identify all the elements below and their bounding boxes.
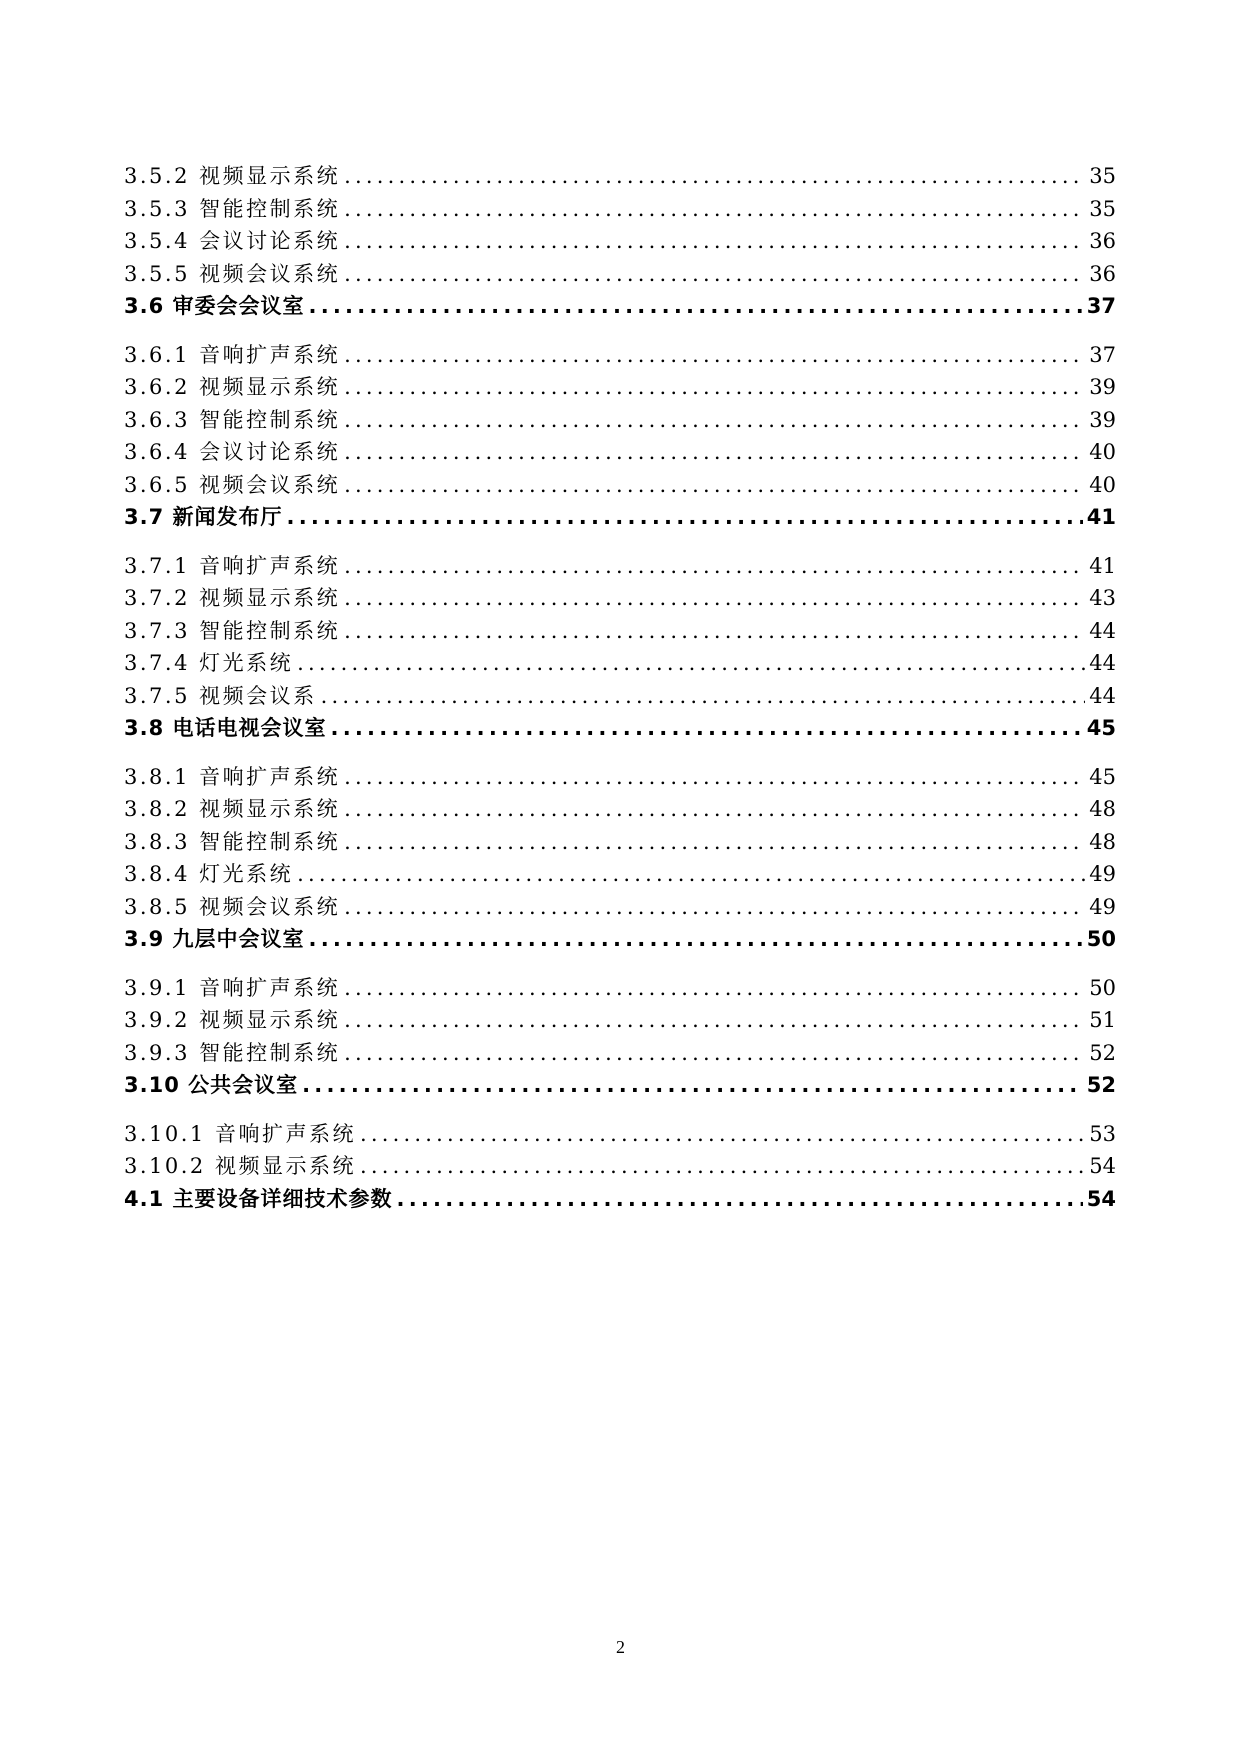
toc-dot-leader <box>309 290 1083 323</box>
toc-entry-title: 3.8.5 视频会议系统 <box>124 894 341 919</box>
toc-entry-title: 3.5.5 视频会议系统 <box>124 261 341 286</box>
toc-subsection-entry[interactable] <box>124 615 1116 648</box>
toc-dot-leader <box>297 858 1085 891</box>
toc-subsection-entry[interactable] <box>124 160 1116 193</box>
toc-subsection-entry[interactable] <box>124 1150 1116 1183</box>
toc-dot-leader <box>309 923 1083 956</box>
toc-subsection-entry[interactable] <box>124 225 1116 258</box>
toc-subsection-entry[interactable] <box>124 891 1116 924</box>
toc-dot-leader <box>344 404 1085 437</box>
toc-entry-title: 3.9.3 智能控制系统 <box>124 1040 341 1065</box>
toc-entry-title: 3.6.3 智能控制系统 <box>124 407 341 432</box>
toc-section-entry[interactable] <box>124 290 1116 323</box>
toc-entry-title: 3.9 九层中会议室 <box>124 927 305 951</box>
toc-entry-title: 3.8.4 灯光系统 <box>124 862 294 886</box>
toc-entry-title: 3.8 电话电视会议室 <box>124 716 327 740</box>
toc-dot-leader <box>344 972 1085 1005</box>
toc-entry-page: 54 <box>1089 1154 1116 1178</box>
toc-entry-page: 45 <box>1086 716 1116 740</box>
toc-subsection-entry[interactable] <box>124 858 1116 891</box>
toc-dot-leader <box>344 826 1085 859</box>
toc-entry-page: 36 <box>1089 229 1116 253</box>
toc-entry-page: 39 <box>1089 375 1116 399</box>
toc-entry-title: 3.10.1 音响扩声系统 <box>124 1121 356 1146</box>
toc-entry-page: 44 <box>1089 683 1116 708</box>
toc-section-entry[interactable] <box>124 1069 1116 1102</box>
toc-entry-page: 37 <box>1089 342 1116 367</box>
toc-section-entry[interactable] <box>124 712 1116 745</box>
page-number: 2 <box>616 1637 625 1657</box>
toc-entry-page: 48 <box>1089 829 1116 854</box>
toc-subsection-entry[interactable] <box>124 550 1116 583</box>
table-of-contents <box>124 160 1116 1215</box>
toc-dot-leader <box>344 160 1085 193</box>
toc-entry-page: 41 <box>1086 505 1116 529</box>
toc-subsection-entry[interactable] <box>124 826 1116 859</box>
toc-subsection-entry[interactable] <box>124 972 1116 1005</box>
toc-subsection-entry[interactable] <box>124 647 1116 680</box>
toc-dot-leader <box>344 193 1085 226</box>
toc-dot-leader <box>344 1004 1085 1037</box>
toc-dot-leader <box>344 891 1085 924</box>
toc-entry-page: 40 <box>1089 440 1116 464</box>
toc-entry-title: 3.6.5 视频会议系统 <box>124 472 341 497</box>
toc-entry-page: 53 <box>1089 1121 1116 1146</box>
toc-entry-page: 51 <box>1089 1008 1116 1032</box>
toc-entry-page: 50 <box>1086 927 1116 951</box>
toc-entry-title: 3.6.2 视频显示系统 <box>124 375 341 399</box>
toc-entry-title: 3.6 审委会会议室 <box>124 294 305 318</box>
toc-subsection-entry[interactable] <box>124 582 1116 615</box>
toc-subsection-entry[interactable] <box>124 339 1116 372</box>
toc-dot-leader <box>344 582 1085 615</box>
toc-entry-page: 35 <box>1089 196 1116 221</box>
toc-entry-page: 45 <box>1089 764 1116 789</box>
toc-dot-leader <box>287 501 1083 534</box>
toc-subsection-entry[interactable] <box>124 469 1116 502</box>
toc-entry-title: 3.6.4 会议讨论系统 <box>124 440 341 464</box>
toc-entry-page: 50 <box>1089 975 1116 1000</box>
toc-dot-leader <box>344 436 1085 469</box>
toc-entry-page: 52 <box>1086 1073 1116 1097</box>
toc-entry-title: 3.5.2 视频显示系统 <box>124 164 341 188</box>
toc-subsection-entry[interactable] <box>124 680 1116 713</box>
toc-entry-title: 4.1 主要设备详细技术参数 <box>124 1186 393 1211</box>
toc-dot-leader <box>344 339 1085 372</box>
toc-subsection-entry[interactable] <box>124 761 1116 794</box>
toc-entry-page: 35 <box>1089 164 1116 188</box>
toc-dot-leader <box>344 761 1085 794</box>
toc-dot-leader <box>344 550 1085 583</box>
toc-dot-leader <box>360 1118 1085 1151</box>
toc-dot-leader <box>344 469 1085 502</box>
toc-dot-leader <box>344 793 1085 826</box>
toc-dot-leader <box>297 647 1085 680</box>
toc-subsection-entry[interactable] <box>124 404 1116 437</box>
toc-entry-page: 52 <box>1089 1040 1116 1065</box>
toc-dot-leader <box>344 1037 1085 1070</box>
toc-dot-leader <box>360 1150 1085 1183</box>
toc-subsection-entry[interactable] <box>124 1118 1116 1151</box>
toc-subsection-entry[interactable] <box>124 371 1116 404</box>
toc-entry-page: 43 <box>1089 586 1116 610</box>
toc-entry-title: 3.8.1 音响扩声系统 <box>124 764 341 789</box>
toc-entry-page: 40 <box>1089 472 1116 497</box>
toc-entry-page: 48 <box>1089 797 1116 821</box>
toc-entry-title: 3.9.1 音响扩声系统 <box>124 975 341 1000</box>
toc-entry-page: 54 <box>1086 1186 1116 1211</box>
toc-subsection-entry[interactable] <box>124 1037 1116 1070</box>
toc-subsection-entry[interactable] <box>124 793 1116 826</box>
toc-section-entry[interactable] <box>124 1183 1116 1216</box>
toc-dot-leader <box>344 225 1085 258</box>
toc-dot-leader <box>331 712 1083 745</box>
toc-entry-page: 44 <box>1089 618 1116 643</box>
toc-section-entry[interactable] <box>124 923 1116 956</box>
toc-dot-leader <box>321 680 1086 713</box>
toc-entry-title: 3.10.2 视频显示系统 <box>124 1154 356 1178</box>
toc-dot-leader <box>344 371 1085 404</box>
toc-entry-title: 3.7.4 灯光系统 <box>124 651 294 675</box>
toc-entry-title: 3.7.2 视频显示系统 <box>124 586 341 610</box>
toc-subsection-entry[interactable] <box>124 193 1116 226</box>
toc-entry-title: 3.6.1 音响扩声系统 <box>124 342 341 367</box>
toc-entry-page: 41 <box>1089 553 1116 578</box>
toc-subsection-entry[interactable] <box>124 436 1116 469</box>
toc-entry-title: 3.10 公共会议室 <box>124 1073 299 1097</box>
toc-entry-title: 3.7.5 视频会议系 <box>124 683 317 708</box>
toc-entry-title: 3.7.1 音响扩声系统 <box>124 553 341 578</box>
toc-entry-page: 49 <box>1089 862 1116 886</box>
toc-dot-leader <box>397 1183 1083 1216</box>
toc-dot-leader <box>344 615 1085 648</box>
toc-section-entry[interactable] <box>124 501 1116 534</box>
toc-entry-page: 39 <box>1089 407 1116 432</box>
toc-subsection-entry[interactable] <box>124 258 1116 291</box>
toc-dot-leader <box>344 258 1085 291</box>
toc-entry-title: 3.5.4 会议讨论系统 <box>124 229 341 253</box>
toc-subsection-entry[interactable] <box>124 1004 1116 1037</box>
toc-entry-page: 44 <box>1089 651 1116 675</box>
toc-entry-page: 49 <box>1089 894 1116 919</box>
toc-entry-title: 3.9.2 视频显示系统 <box>124 1008 341 1032</box>
toc-entry-title: 3.8.2 视频显示系统 <box>124 797 341 821</box>
toc-entry-title: 3.5.3 智能控制系统 <box>124 196 341 221</box>
toc-dot-leader <box>302 1069 1083 1102</box>
toc-entry-title: 3.7 新闻发布厅 <box>124 505 283 529</box>
toc-entry-title: 3.7.3 智能控制系统 <box>124 618 341 643</box>
toc-entry-page: 36 <box>1089 261 1116 286</box>
toc-entry-page: 37 <box>1086 294 1116 318</box>
toc-entry-title: 3.8.3 智能控制系统 <box>124 829 341 854</box>
